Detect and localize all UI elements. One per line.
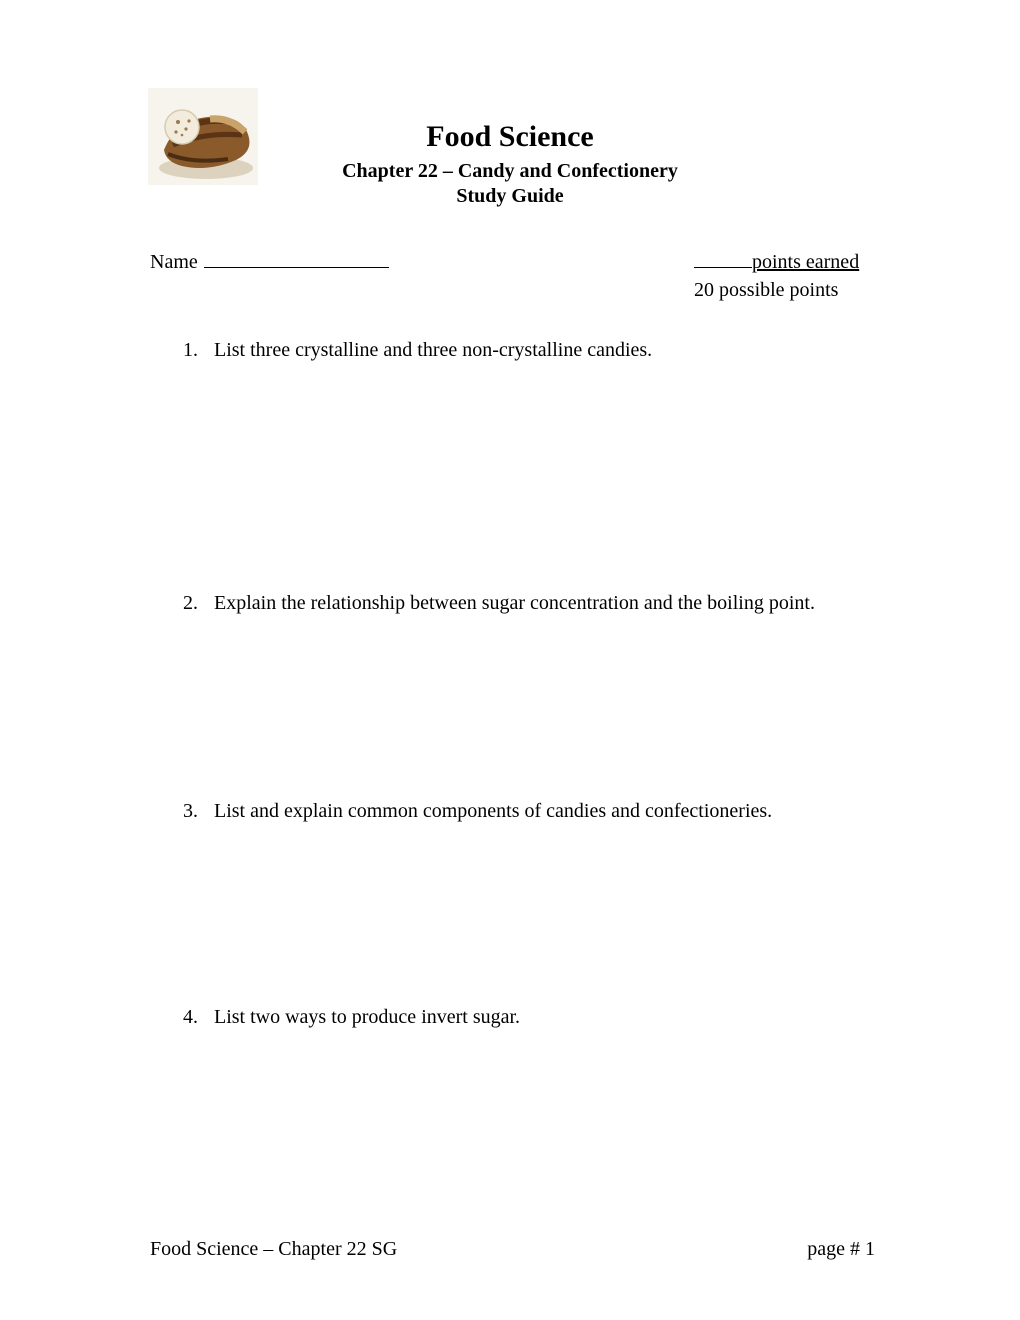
name-label: Name <box>150 251 198 273</box>
points-earned-label: points earned <box>752 251 860 273</box>
footer-document-name: Food Science – Chapter 22 SG <box>150 1238 398 1260</box>
footer-page-number: page # 1 <box>807 1238 875 1260</box>
name-row <box>150 248 389 274</box>
study-guide-label: Study Guide <box>456 184 564 207</box>
points-blank-line <box>694 248 752 268</box>
question-3 <box>183 800 873 823</box>
question-text: List three crystalline and three non-crystalline candies. <box>214 339 653 361</box>
question-2 <box>183 592 873 615</box>
question-4 <box>183 1006 873 1029</box>
page-title: Food Science <box>426 120 594 153</box>
page-footer <box>150 1238 875 1261</box>
points-block <box>694 248 859 302</box>
question-number: 4. <box>183 1006 198 1028</box>
question-1 <box>183 339 873 362</box>
question-text: Explain the relationship between sugar concentration and the boiling point. <box>214 592 815 614</box>
question-number: 3. <box>183 800 198 822</box>
possible-points-label: 20 possible points <box>694 279 839 301</box>
question-text: List and explain common components of candies and confectioneries. <box>214 800 773 822</box>
chapter-subtitle: Chapter 22 – Candy and Confectionery <box>342 159 678 182</box>
points-earned-line <box>694 248 859 274</box>
title-block <box>0 120 1020 209</box>
question-number: 2. <box>183 592 198 614</box>
question-number: 1. <box>183 339 198 361</box>
question-text: List two ways to produce invert sugar. <box>214 1006 521 1028</box>
name-blank-line <box>204 248 389 268</box>
